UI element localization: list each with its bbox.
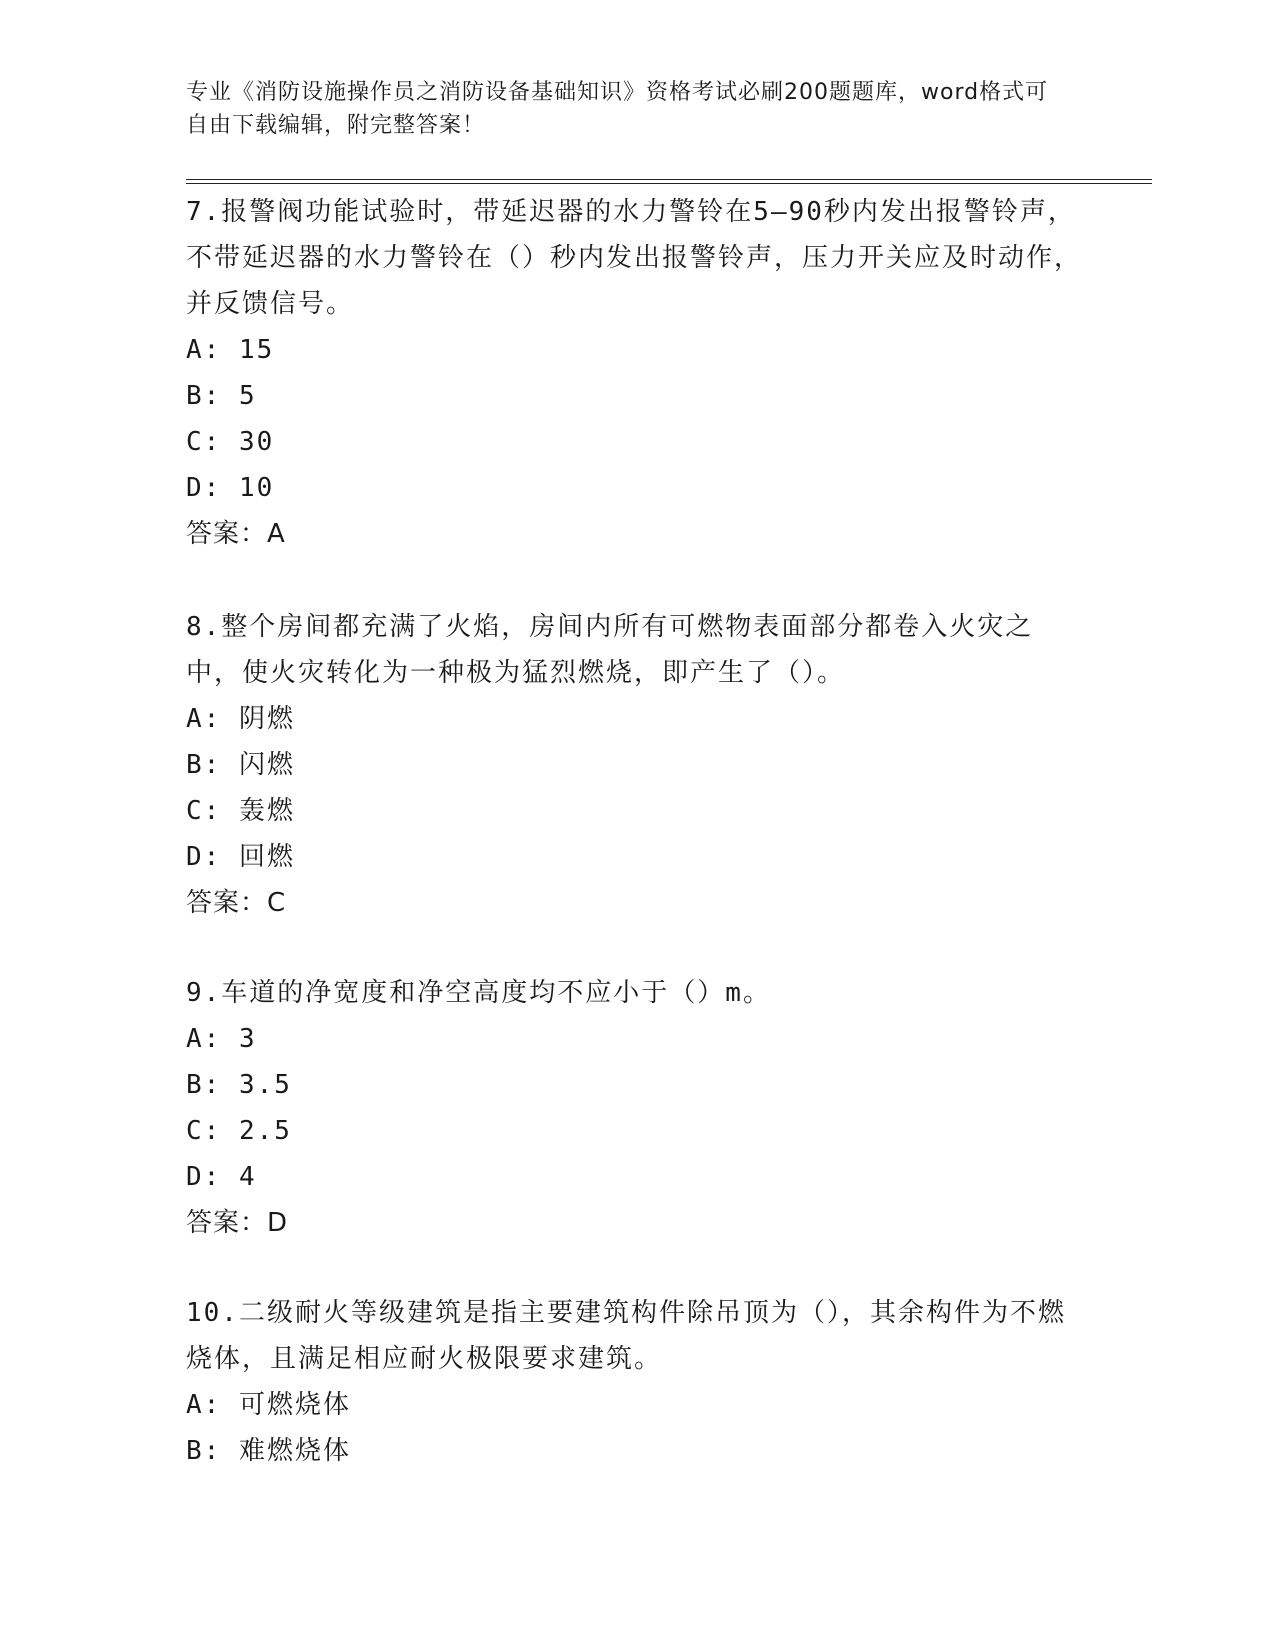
option-c: C: 轰燃 <box>186 796 295 826</box>
question-stem: 9.车道的净宽度和净空高度均不应小于（）m。 <box>186 978 771 1008</box>
header-divider-bottom <box>186 183 1152 184</box>
option-a: A: 阴燃 <box>186 704 295 734</box>
question-stem: 10.二级耐火等级建筑是指主要建筑构件除吊顶为（），其余构件为不燃烧体，且满足相应耐火极限要求建筑。 <box>186 1298 1066 1374</box>
answer-line: 答案：C <box>186 888 287 918</box>
option-b: B: 3.5 <box>186 1070 292 1100</box>
question-9 <box>186 970 1086 1246</box>
option-b: B: 5 <box>186 381 257 411</box>
question-7 <box>186 189 1086 557</box>
answer-line: 答案：A <box>186 519 286 549</box>
question-stem: 7.报警阀功能试验时，带延迟器的水力警铃在5—90秒内发出报警铃声，不带延迟器的水力警铃在（）秒内发出报警铃声，压力开关应及时动作，并反馈信号。 <box>186 197 1083 319</box>
option-c: C: 30 <box>186 427 275 457</box>
option-a: A: 可燃烧体 <box>186 1390 351 1420</box>
option-d: D: 10 <box>186 473 275 503</box>
option-a: A: 3 <box>186 1024 257 1054</box>
header-divider-top <box>186 179 1152 180</box>
option-d: D: 4 <box>186 1162 257 1192</box>
option-c: C: 2.5 <box>186 1116 292 1146</box>
question-8 <box>186 604 1086 926</box>
answer-line: 答案：D <box>186 1208 289 1238</box>
option-a: A: 15 <box>186 335 275 365</box>
option-b: B: 难燃烧体 <box>186 1436 351 1466</box>
option-d: D: 回燃 <box>186 842 295 872</box>
question-10 <box>186 1290 1086 1474</box>
option-b: B: 闪燃 <box>186 750 295 780</box>
question-stem: 8.整个房间都充满了火焰，房间内所有可燃物表面部分都卷入火灾之中，使火灾转化为一种极为猛烈燃烧，即产生了（）。 <box>186 612 1034 688</box>
document-header: 专业《消防设施操作员之消防设备基础知识》资格考试必刷200题题库，word格式可自由下载编辑，附完整答案！ <box>186 80 1049 138</box>
